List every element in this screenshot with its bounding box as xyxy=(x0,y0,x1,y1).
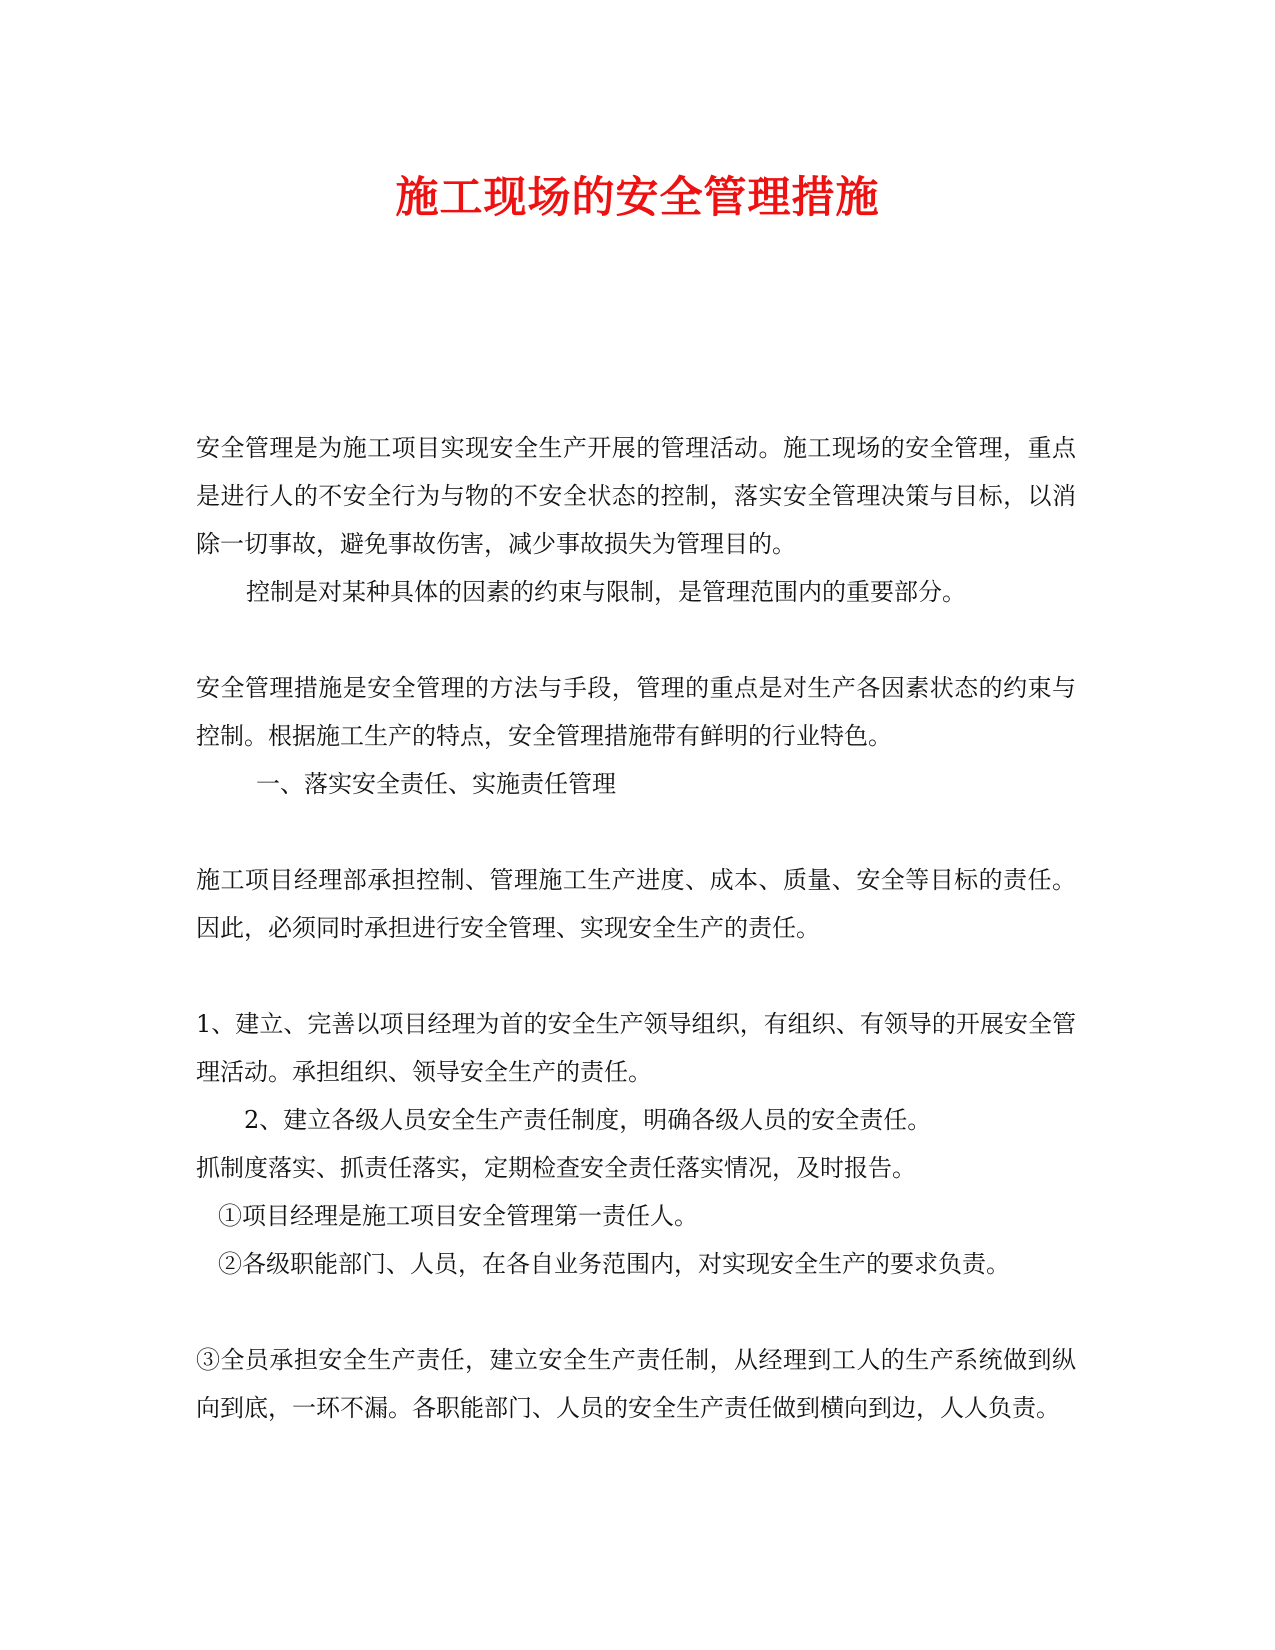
spacer xyxy=(196,616,1076,664)
paragraph-enforcement: 抓制度落实、抓责任落实，定期检查安全责任落实情况，及时报告。 xyxy=(196,1154,916,1182)
paragraph-intro: 安全管理是为施工项目实现安全生产开展的管理活动。施工现场的安全管理，重点是进行人的不安全行为与物的不安全状态的控制，落实安全管理决策与目标，以消除一切事故，避免事故伤害，减少事故损失为管理目的。 xyxy=(196,434,1076,558)
spacer xyxy=(196,808,1076,856)
spacer xyxy=(196,952,1076,1000)
paragraph-measures: 安全管理措施是安全管理的方法与手段，管理的重点是对生产各因素状态的约束与控制。根据施工生产的特点，安全管理措施带有鲜明的行业特色。 xyxy=(196,674,1076,750)
sub-item-1: ①项目经理是施工项目安全管理第一责任人。 xyxy=(218,1202,698,1230)
paragraph-control: 控制是对某种具体的因素的约束与限制，是管理范围内的重要部分。 xyxy=(246,578,966,606)
sub-item-2: ②各级职能部门、人员，在各自业务范围内，对实现安全生产的要求负责。 xyxy=(218,1250,1010,1278)
list-item-2: 2、建立各级人员安全生产责任制度，明确各级人员的安全责任。 xyxy=(244,1106,932,1134)
document-title: 施工现场的安全管理措施 xyxy=(395,173,880,223)
list-item-1: 1、建立、完善以项目经理为首的安全生产领导组织，有组织、有领导的开展安全管理活动。承担组织、领导安全生产的责任。 xyxy=(196,1010,1076,1086)
document-body xyxy=(196,424,1076,1432)
spacer xyxy=(196,1288,1076,1336)
paragraph-responsibility: 施工项目经理部承担控制、管理施工生产进度、成本、质量、安全等目标的责任。因此，必须同时承担进行安全管理、实现安全生产的责任。 xyxy=(196,866,1076,942)
sub-item-3: ③全员承担安全生产责任，建立安全生产责任制，从经理到工人的生产系统做到纵向到底，一环不漏。各职能部门、人员的安全生产责任做到横向到边，人人负责。 xyxy=(196,1346,1076,1422)
section-heading-1: 一、落实安全责任、实施责任管理 xyxy=(256,770,616,798)
